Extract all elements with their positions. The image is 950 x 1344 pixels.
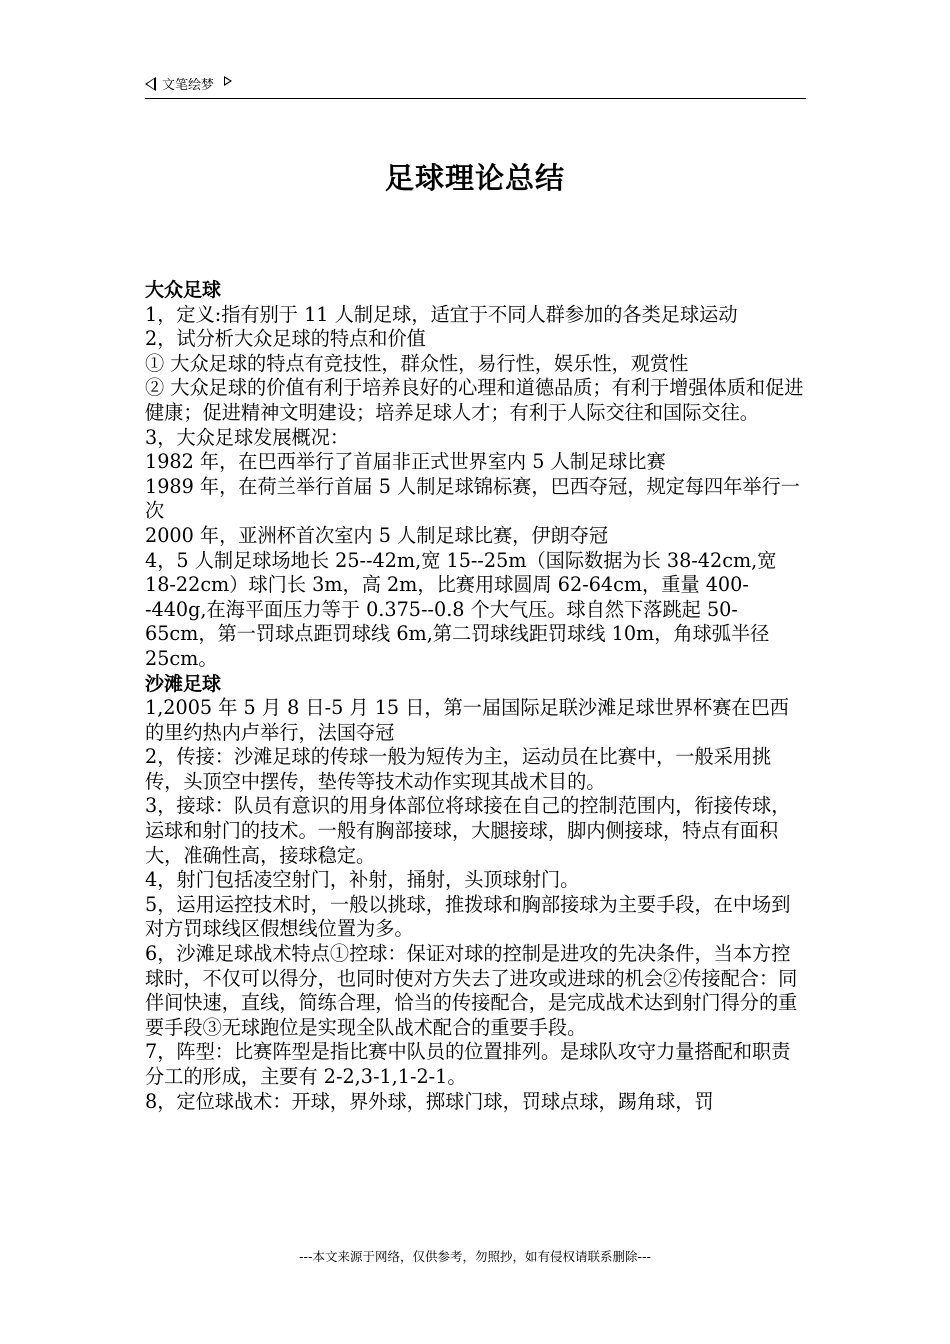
paragraph: 2，传接：沙滩足球的传球一般为短传为主，运动员在比赛中，一般采用挑传，头顶空中摆传，垫传等技术动作实现其战术目的。 [145, 745, 772, 793]
paragraph: 1,2005 年 5 月 8 日-5 月 15 日，第一届国际足联沙滩足球世界杯赛在巴西的里约热内卢举行，法国夺冠 [145, 696, 789, 744]
paragraph: 5，运用运控技术时，一般以挑球，推拨球和胸部接球为主要手段，在中场到对方罚球线区假想线位置为多。 [145, 892, 791, 941]
triangle-right-icon [224, 76, 232, 86]
paragraph: 4，5 人制足球场地长 25--42m,宽 15--25m（国际数据为长 38-42cm,宽 18-22cm）球门长 3m，高 2m，比赛用球圆周 62-64cm，重量 400--440g,在海平面压力等于 0.375--0.8 个大气压。球自然下落跳起 50-65cm，第一罚球点距罚球线 6m,第二罚球线距罚球线 10m，角球弧半径 25cm。 [145, 548, 777, 670]
paragraph: 1989 年，在荷兰举行首届 5 人制足球锦标赛，巴西夺冠，规定每四年举行一次 [145, 474, 800, 523]
document-title: 足球理论总结 [384, 161, 565, 195]
paragraph: ② 大众足球的价值有利于培养良好的心理和道德品质；有利于增强体质和促进健康；促进精神文明建设；培养足球人才；有利于人际交往和国际交往。 [145, 376, 804, 424]
paragraph: 8，定位球战术：开球，界外球，掷球门球，罚球点球，踢角球，罚 [145, 1089, 714, 1113]
header-brand: 文笔绘梦 [162, 78, 215, 93]
paragraph: 3，大众足球发展概况： [145, 425, 350, 449]
section-heading: 大众足球 [145, 279, 222, 301]
paragraph: ① 大众足球的特点有竞技性，群众性，易行性，娱乐性，观赏性 [145, 351, 689, 375]
paragraph: 2，试分析大众足球的特点和价值 [145, 327, 426, 351]
triangle-left-icon [145, 77, 156, 91]
paragraph: 7，阵型：比赛阵型是指比赛中队员的位置排列。是球队攻守力量搭配和职责分工的形成，主要有 2-2,3-1,1-2-1。 [145, 1040, 791, 1088]
paragraph: 3，接球：队员有意识的用身体部位将球接在自己的控制范围内，衔接传球，运球和射门的技术。一般有胸部接球，大腿接球，脚内侧接球，特点有面积大，准确性高，接球稳定。 [145, 794, 791, 867]
paragraph: 6，沙滩足球战术特点①控球：保证对球的控制是进攻的先决条件，当本方控球时，不仅可以得分，也同时使对方失去了进攻或进球的机会②传接配合：同伴间快速，直线，简练合理，恰当的传接配合，是完成战术达到射门得分的重要手段③无球跑位是实现全队战术配合的重要手段。 [145, 942, 798, 1039]
paragraph: 1，定义:指有别于 11 人制足球，适宜于不同人群参加的各类足球运动 [145, 302, 738, 326]
page-footer: ---本文来源于网络，仅供参考，勿照抄，如有侵权请联系删除--- [298, 1249, 652, 1264]
header-row [145, 74, 232, 93]
page-header [145, 72, 806, 99]
paragraph: 1982 年，在巴西举行了首届非正式世界室内 5 人制足球比赛 [145, 450, 666, 474]
paragraph: 4，射门包括凌空射门，补射，捅射，头顶球射门。 [145, 868, 580, 892]
section-heading: 沙滩足球 [145, 672, 222, 695]
paragraph: 2000 年，亚洲杯首次室内 5 人制足球比赛，伊朗夺冠 [145, 523, 609, 547]
document-body [145, 278, 807, 1114]
